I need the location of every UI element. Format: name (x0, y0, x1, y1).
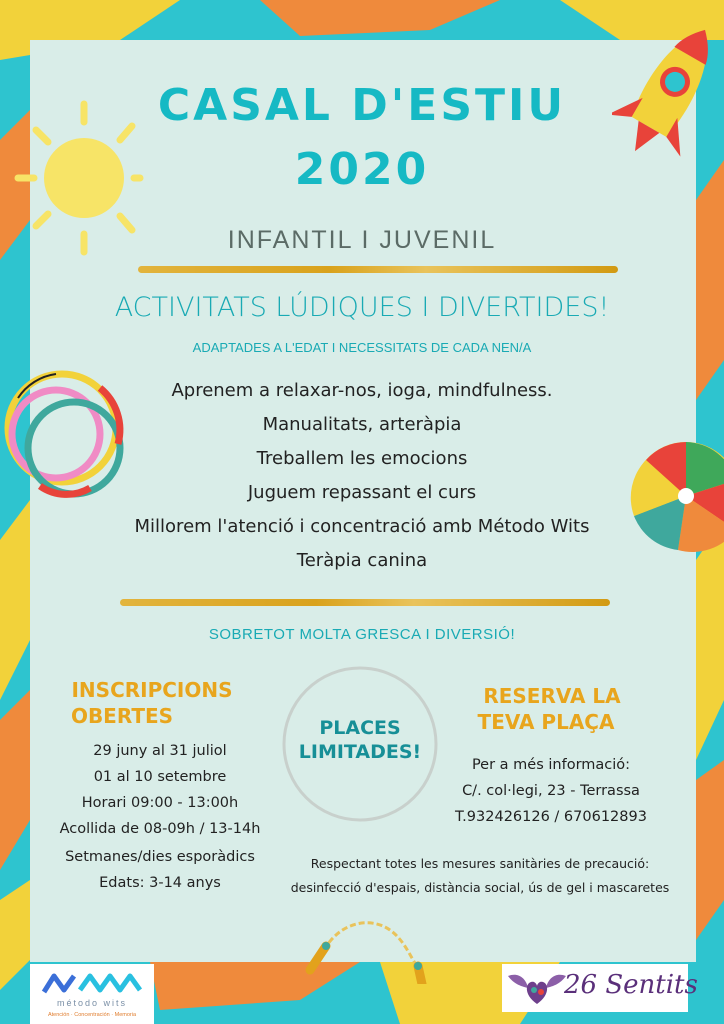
title-line-2: 2020 (294, 144, 430, 195)
divider-top (138, 266, 618, 273)
winged-heart-icon (504, 966, 570, 1010)
divider-bottom (120, 599, 610, 606)
26-sentits-text: 26 Sentits (564, 970, 698, 1000)
activity-item: Juguem repassant el curs (247, 482, 477, 503)
reserve-line: C/. col·legi, 23 - Terrassa (462, 783, 640, 799)
notice-line-2: desinfecció d'espais, distància social, ús de gel i mascaretes (290, 880, 670, 895)
activity-item: Treballem les emocions (256, 448, 468, 469)
metodo-wits-tagline: Atención · Concentración · Memoria (47, 1012, 137, 1018)
reserve-line: Per a més informació: (471, 757, 631, 773)
metodo-wits-name: método wits (56, 998, 128, 1008)
jump-rope-icon (300, 912, 440, 984)
subtitle: INFANTIL I JUVENIL (227, 226, 497, 254)
activity-item: Teràpia canina (296, 550, 428, 571)
metodo-wits-mark-icon (30, 968, 154, 998)
reserve-line: T.932426126 / 670612893 (455, 809, 647, 825)
inscriptions-line: 01 al 10 setembre (93, 769, 227, 785)
activity-item: Millorem l'atenció i concentració amb Método Wits (134, 516, 590, 537)
reserve-heading-1: RESERVA LA (483, 684, 621, 708)
metodo-wits-logo (30, 964, 154, 1024)
inscriptions-line: 29 juny al 31 juliol (93, 743, 227, 759)
places-line-2: LIMITADES! (298, 741, 422, 763)
inscriptions-line: Edats: 3-14 anys (99, 875, 221, 891)
inscriptions-line: Setmanes/dies esporàdics (65, 849, 255, 865)
activities-subheading: ADAPTADES A L'EDAT I NECESSITATS DE CADA NEN/A (192, 340, 532, 355)
places-line-1: PLACES (319, 717, 401, 739)
26-sentits-logo (502, 964, 698, 1012)
notice-line-1: Respectant totes les mesures sanitàries de precaució: (310, 856, 650, 871)
activity-item: Manualitats, arteràpia (262, 414, 462, 435)
inscriptions-heading-2: OBERTES (70, 704, 174, 728)
activities-heading: ACTIVITATS LÚDIQUES I DIVERTIDES! (114, 292, 610, 323)
inscriptions-heading-1: INSCRIPCIONS (71, 678, 233, 702)
title-line-1: CASAL D'ESTIU (157, 80, 567, 131)
inscriptions-line: Horari 09:00 - 13:00h (81, 795, 239, 811)
reserve-heading-2: TEVA PLAÇA (477, 710, 615, 734)
activity-item: Aprenem a relaxar-nos, ioga, mindfulness. (171, 380, 553, 401)
inscriptions-line: Acollida de 08-09h / 13-14h (59, 821, 261, 837)
tagline: SOBRETOT MOLTA GRESCA I DIVERSIÓ! (208, 626, 516, 643)
